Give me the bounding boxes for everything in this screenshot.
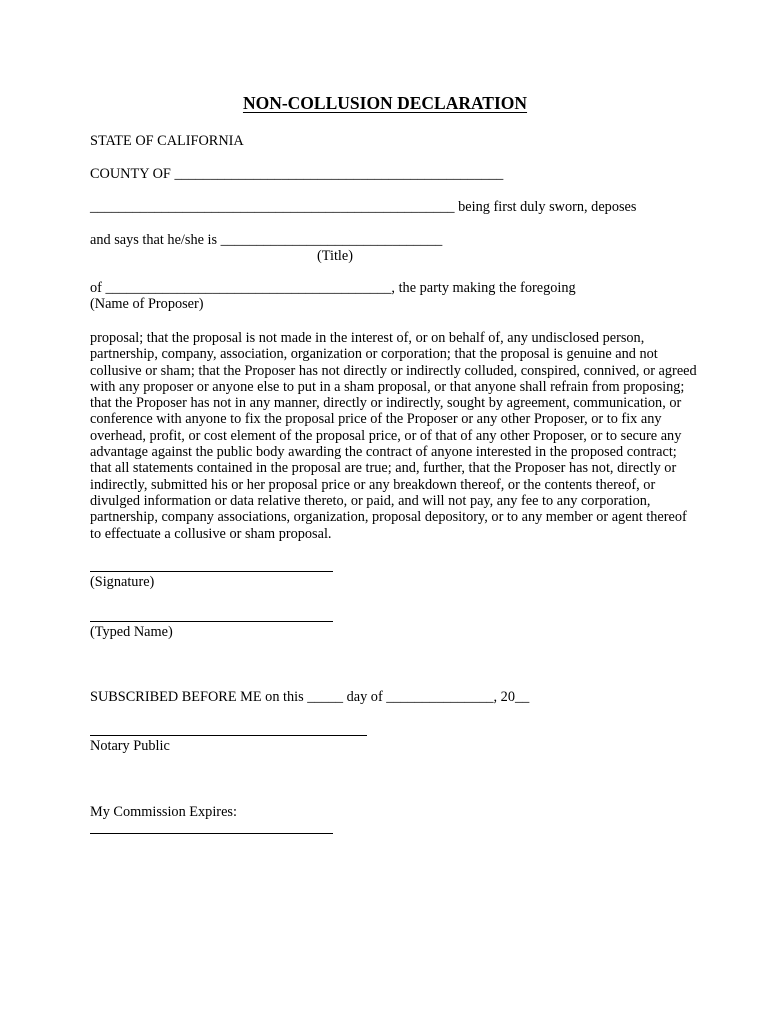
- title-caption: (Title): [317, 248, 354, 264]
- commission-expiry-line[interactable]: [90, 833, 333, 834]
- notary-signature-line[interactable]: [90, 735, 367, 736]
- sworn-line: ___________________________________________________ being first duly sworn, deposes: [90, 199, 637, 215]
- document-title: NON-COLLUSION DECLARATION: [242, 93, 528, 113]
- proposer-caption: (Name of Proposer): [90, 296, 204, 312]
- notary-caption: Notary Public: [90, 738, 170, 754]
- body-line: conference with anyone to fix the proposal price of the Proposer or any other Proposer, or to fix any: [90, 411, 662, 428]
- body-line: divulged information or data relative thereto, or paid, and will not pay, any fee to any corporation,: [90, 492, 651, 509]
- signature-line[interactable]: [90, 571, 333, 572]
- of-proposer-line: of ________________________________________, the party making the foregoing: [90, 280, 576, 296]
- body-line: partnership, company associations, organization, proposal depository, or to any member or agent thereof: [90, 509, 687, 526]
- subscribed-line: SUBSCRIBED BEFORE ME on this _____ day of _______________, 20__: [90, 689, 530, 705]
- commission-caption: My Commission Expires:: [90, 804, 237, 820]
- body-line: that all statements contained in the proposal are true; and, further, that the Proposer has not, directly or: [90, 460, 677, 477]
- body-line: indirectly, submitted his or her proposal price or any breakdown thereof, or the contents thereof, or: [90, 476, 656, 493]
- body-line: advantage against the public body awarding the contract of anyone interested in the proposed contract;: [90, 444, 677, 461]
- body-line: collusive or sham; that the Proposer has not directly or indirectly colluded, conspired, connived, or agreed: [90, 362, 697, 379]
- body-line: to effectuate a collusive or sham proposal.: [90, 525, 332, 542]
- state-line: STATE OF CALIFORNIA: [90, 133, 244, 149]
- declaration-body: [90, 330, 697, 542]
- body-line: proposal; that the proposal is not made in the interest of, or on behalf of, any undisclosed person,: [90, 330, 645, 346]
- typed-name-line[interactable]: [90, 621, 333, 622]
- says-line: and says that he/she is _______________________________: [90, 232, 443, 248]
- typed-name-caption: (Typed Name): [90, 624, 173, 640]
- body-line: that the Proposer has not in any manner, directly or indirectly, sought by agreement, communication, or: [90, 395, 682, 412]
- body-line: partnership, company, association, organization or corporation; that the proposal is genuine and not: [90, 346, 658, 363]
- signature-caption: (Signature): [90, 574, 155, 590]
- body-line: with any proposer or anyone else to put in a sham proposal, or that anyone shall refrain from proposing;: [90, 378, 685, 395]
- county-line: COUNTY OF ______________________________________________: [90, 166, 504, 182]
- body-line: overhead, profit, or cost element of the proposal price, or of that of any other Proposer, or to secure any: [90, 427, 682, 444]
